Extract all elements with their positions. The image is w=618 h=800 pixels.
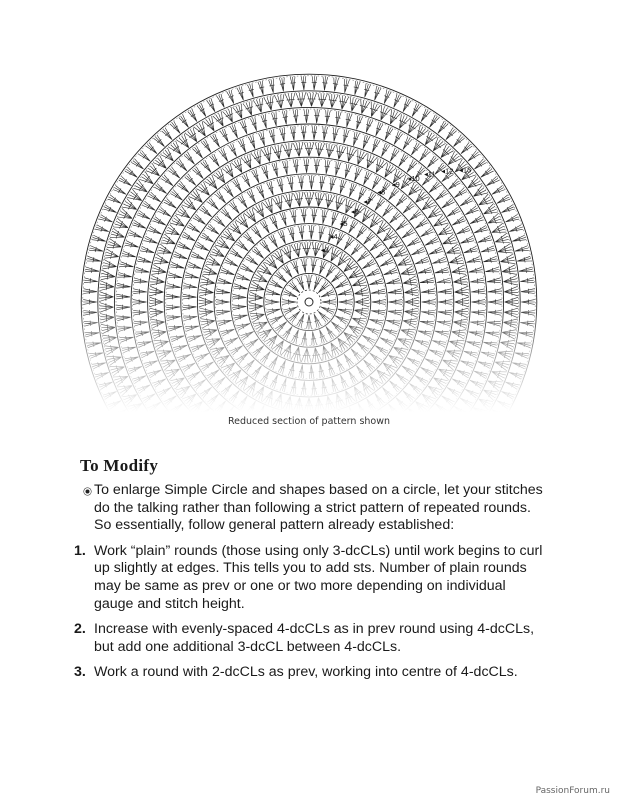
step-number: 2. [74,621,86,638]
step-number: 1. [74,542,86,559]
step-text: Increase with evenly-spaced 4-dcCLs as in prev round using 4-dcCLs, but add one additional 3-dcCL between 4-dcCLs. [94,621,535,655]
round-label: ◂9 [391,180,400,189]
section-heading: To Modify [80,456,159,475]
round-label: ◂6 [351,207,359,217]
watermark: PassionForum.ru [535,786,610,796]
round-label: ◂4 [329,231,338,241]
fade-overlay [0,300,618,412]
round-label: ◂5 [339,218,348,228]
figure-caption: Reduced section of pattern shown [227,416,391,427]
step-number: 3. [74,664,86,681]
round-label: ◂8 [377,187,386,197]
instructions [74,482,544,690]
round-label: ◂7 [363,196,372,206]
step-text: Work “plain” rounds (those using only 3-dcCLs) until work begins to curl up slightly at edges. This tells you to add sts. Number of plain rounds may be same as prev or one or two more depending on individual gauge and stitch height. [94,542,543,612]
step-text: Work a round with 2-dcCLs as prev, working into centre of 4-dcCLs. [94,664,518,681]
step-3 [74,664,544,682]
round-label: ◂12 [441,166,454,176]
bullet-icon [84,488,91,495]
round-label: ◂13 [459,165,472,175]
intro-bullet [74,482,544,535]
round-number-labels [321,166,471,255]
step-2 [74,621,544,656]
round-label: ◂10 [407,173,420,183]
step-1 [74,543,544,613]
round-label: ◂3 [320,245,329,255]
round-label: ◂11 [424,169,436,179]
intro-text: To enlarge Simple Circle and shapes based on a circle, let your stitches do the talking rather than following a strict pattern of repeated rounds. So essentially, follow general pattern already established: [94,482,543,534]
